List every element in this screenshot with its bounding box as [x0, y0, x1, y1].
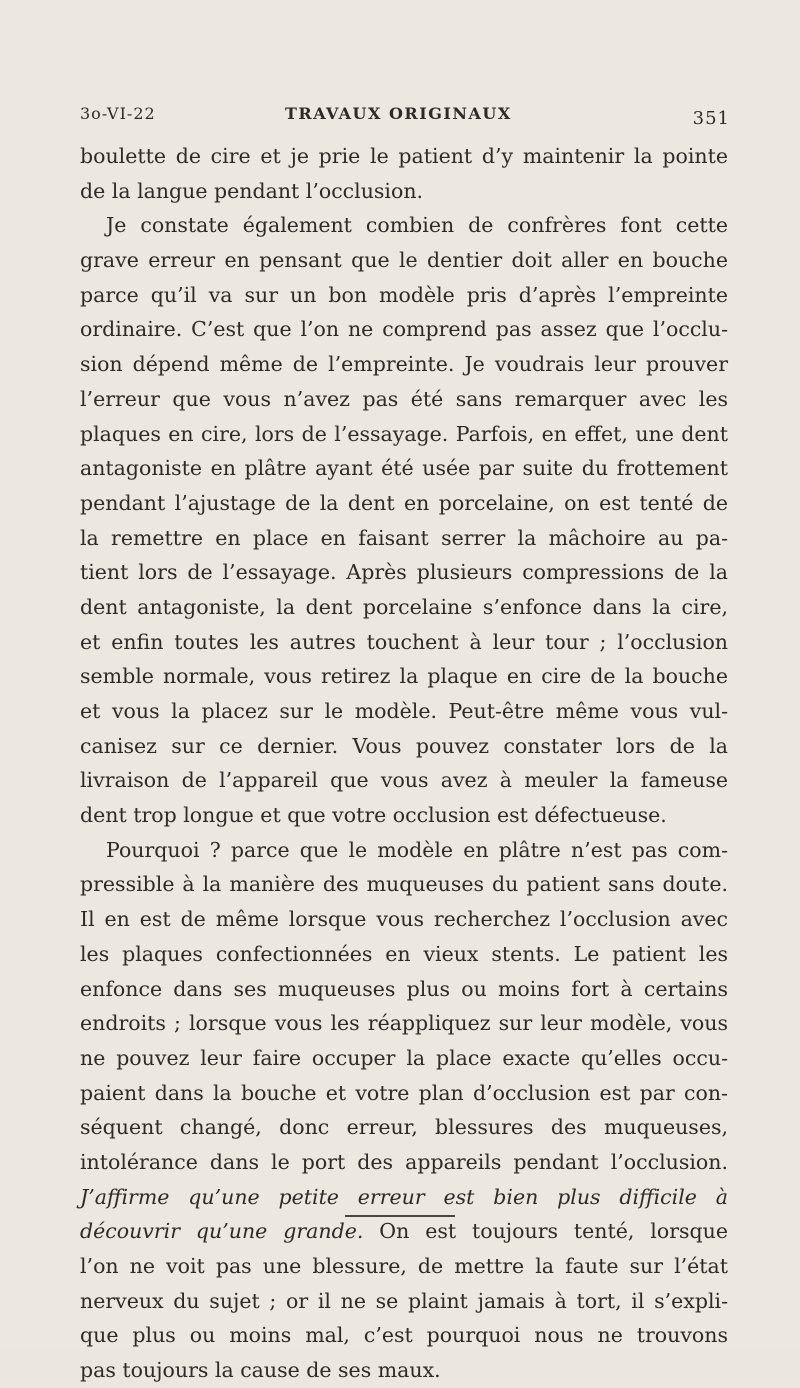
text-line: enfonce dans ses muqueuses plus ou moins fort à certains — [80, 976, 728, 1001]
text-line: grave erreur en pensant que le dentier doit aller en bouche — [80, 248, 728, 273]
italic-phrase: découvrir qu’une grande. — [80, 1219, 364, 1244]
running-head — [80, 104, 730, 134]
text-line: tient lors de l’essayage. Après plusieurs compressions de la — [80, 560, 728, 585]
text-line: pendant l’ajustage de la dent en porcelaine, on est tenté de — [80, 490, 728, 515]
text-line: nerveux du sujet ; or il ne se plaint jamais à tort, il s’expli- — [80, 1288, 728, 1313]
text-fragment: On est toujours tenté, lorsque — [363, 1219, 728, 1244]
text-line: boulette de cire et je prie le patient d’y maintenir la pointe — [80, 144, 728, 168]
paragraph-start-line: Pourquoi ? parce que le modèle en plâtre n’est pas com- — [106, 837, 728, 862]
issue-date: 3o-VI-22 — [80, 104, 156, 123]
text-line: parce qu’il va sur un bon modèle pris d’après l’empreinte — [80, 282, 728, 307]
text-line: Il en est de même lorsque vous recherchez l’occlusion avec — [80, 907, 728, 932]
text-line: canisez sur ce dernier. Vous pouvez constater lors de la — [80, 733, 728, 758]
paragraph-start-line: Je constate également combien de confrères font cette — [106, 213, 728, 238]
text-line: pas toujours la cause de ses maux. — [80, 1358, 441, 1383]
text-line: la remettre en place en faisant serrer la mâchoire au pa- — [80, 525, 728, 550]
text-line: séquent changé, donc erreur, blessures des muqueuses, — [80, 1115, 728, 1140]
text-line: intolérance dans le port des appareils pendant l’occlusion. — [80, 1149, 728, 1174]
text-line: antagoniste en plâtre ayant été usée par suite du frottement — [80, 456, 728, 481]
text-line: endroits ; lorsque vous les réappliquez sur leur modèle, vous — [80, 1011, 728, 1036]
text-line: l’erreur que vous n’avez pas été sans remarquer avec les — [80, 386, 728, 411]
text-line: ne pouvez leur faire occuper la place exacte qu’elles occu- — [80, 1045, 728, 1070]
body-text — [80, 139, 728, 1388]
text-line: dent antagoniste, la dent porcelaine s’enfonce dans la cire, — [80, 594, 728, 619]
text-line: pressible à la manière des muqueuses du patient sans doute. — [80, 872, 728, 897]
section-title: TRAVAUX ORIGINAUX — [285, 104, 512, 123]
page-number: 351 — [692, 108, 730, 129]
text-line: dent trop longue et que votre occlusion est défectueuse. — [80, 803, 667, 828]
text-line: les plaques confectionnées en vieux stents. Le patient les — [80, 941, 728, 966]
text-line: et enfin toutes les autres touchent à leur tour ; l’occlusion — [80, 629, 728, 654]
section-end-rule — [345, 1215, 455, 1217]
text-line: que plus ou moins mal, c’est pourquoi nous ne trouvons — [80, 1323, 728, 1348]
mixed-text-line — [80, 1214, 728, 1249]
text-line: semble normale, vous retirez la plaque en cire de la bouche — [80, 664, 728, 689]
text-line: plaques en cire, lors de l’essayage. Parfois, en effet, une dent — [80, 421, 728, 446]
text-line: livraison de l’appareil que vous avez à meuler la fameuse — [80, 768, 728, 793]
text-line: paient dans la bouche et votre plan d’occlusion est par con- — [80, 1080, 728, 1105]
text-line: sion dépend même de l’empreinte. Je voudrais leur prouver — [80, 352, 728, 377]
text-line: l’on ne voit pas une blessure, de mettre la faute sur l’état — [80, 1254, 728, 1278]
text-line: et vous la placez sur le modèle. Peut-être même vous vul- — [80, 699, 728, 723]
italic-text-line: J’affirme qu’une petite erreur est bien plus difficile à — [80, 1184, 728, 1209]
text-line: de la langue pendant l’occlusion. — [80, 178, 424, 203]
text-line: ordinaire. C’est que l’on ne comprend pas assez que l’occlu- — [80, 317, 728, 342]
